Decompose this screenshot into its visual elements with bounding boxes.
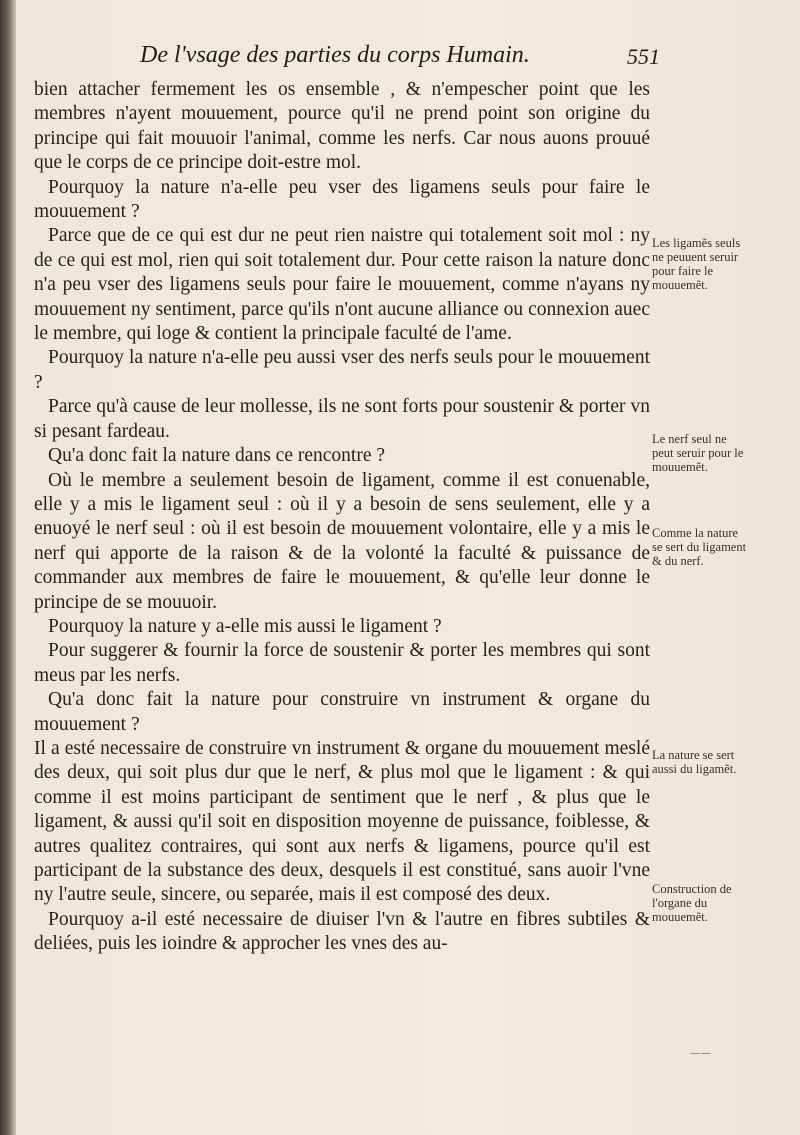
margin-note: La nature se sert aussi du ligamẽt. bbox=[652, 748, 737, 776]
answer: Parce qu'à cause de leur mollesse, ils ne sont forts pour soustenir & porter vn si pesant fardeau. bbox=[34, 396, 650, 442]
question: Pourquoy a-il esté necessaire de diuiser l'vn & l'autre en fibres subtiles & deliées, puis les ioindre & approcher les vnes des au- bbox=[34, 908, 650, 955]
question: Qu'a donc fait la nature pour construire vn instrument & organe du mouuement ? bbox=[34, 689, 650, 735]
question: Pourquoy la nature y a-elle mis aussi le ligament ? bbox=[48, 615, 442, 637]
page-number: 551 bbox=[627, 44, 660, 69]
margin-note: Le nerf seul ne peut seruir pour le mouuemẽt. bbox=[652, 432, 744, 474]
margin-note: Construction de l'organe du mouuemẽt. bbox=[652, 882, 732, 924]
answer: Pour suggerer & fournir la force de soustenir & porter les membres qui sont meus par les nerfs. bbox=[34, 640, 650, 686]
main-text bbox=[34, 78, 650, 957]
margin-note: Les ligamẽs seuls ne peuuent seruir pour faire le mouuemẽt. bbox=[652, 236, 741, 292]
question: Pourquoy la nature n'a-elle peu aussi vser des nerfs seuls pour le mouuement ? bbox=[34, 347, 650, 393]
margin-note: Comme la nature se sert du ligament & du nerf. bbox=[652, 526, 747, 568]
question: Qu'a donc fait la nature dans ce rencontre ? bbox=[48, 445, 386, 467]
question: Pourquoy la nature n'a-elle peu vser des ligamens seuls pour faire le mouuement ? bbox=[34, 176, 650, 223]
running-title: De l'vsage des parties du corps Humain. bbox=[140, 42, 530, 68]
printer-mark: —— bbox=[690, 1048, 712, 1059]
page-header bbox=[140, 42, 660, 78]
answer: Où le membre a seulement besoin de ligament, comme il est conuenable, elle y a mis le ligament seul : où il y a besoin de sens seulement, elle y a enuoyé le nerf seul : où il est besoin de mouuement volontaire, elle y a mis le nerf qui apporte de la raison & de la volonté la faculté & puissance de commander aux membres de faire le mouuement, & qu'elle leur donne le principe de se mouuoir. bbox=[34, 469, 650, 613]
paragraph: bien attacher fermement les os ensemble , & n'empescher point que les membres n'ayent mouuement, pource qu'il ne prend point son origine du principe qui fait mouuoir l'animal, comme les nerfs. Car nous auons prouué que le corps de ce principe doit-estre mol. bbox=[34, 79, 650, 174]
answer: Parce que de ce qui est dur ne peut rien naistre qui totalement soit mol : ny de ce qui est mol, rien qui soit totalement dur. Pour cette raison la nature donc n'a peu vser des ligamens seuls pour faire le mouuement, comme n'ayans ny mouuement ny sentiment, parce qu'ils n'ont aucune alliance ou connexion auec le membre, qui loge & contient la principale faculté de l'ame. bbox=[34, 225, 650, 345]
answer: Il a esté necessaire de construire vn instrument & organe du mouuement meslé des deux, qui soit plus dur que le nerf, & plus mol que le ligament : & qui comme il est moins participant de sentiment que le nerf , & plus que le ligament, & aussi qu'il soit en disposition moyenne de puissance, foiblesse, & autres qualitez contraires, qui sont aux nerfs & ligamens, pource qu'il est participant de la substance des deux, desquels il est constitué, sans auoir l'vne ny l'autre seule, sincere, ou separée, mais il est composé des deux. bbox=[34, 737, 650, 906]
binding-gutter bbox=[0, 0, 16, 1135]
